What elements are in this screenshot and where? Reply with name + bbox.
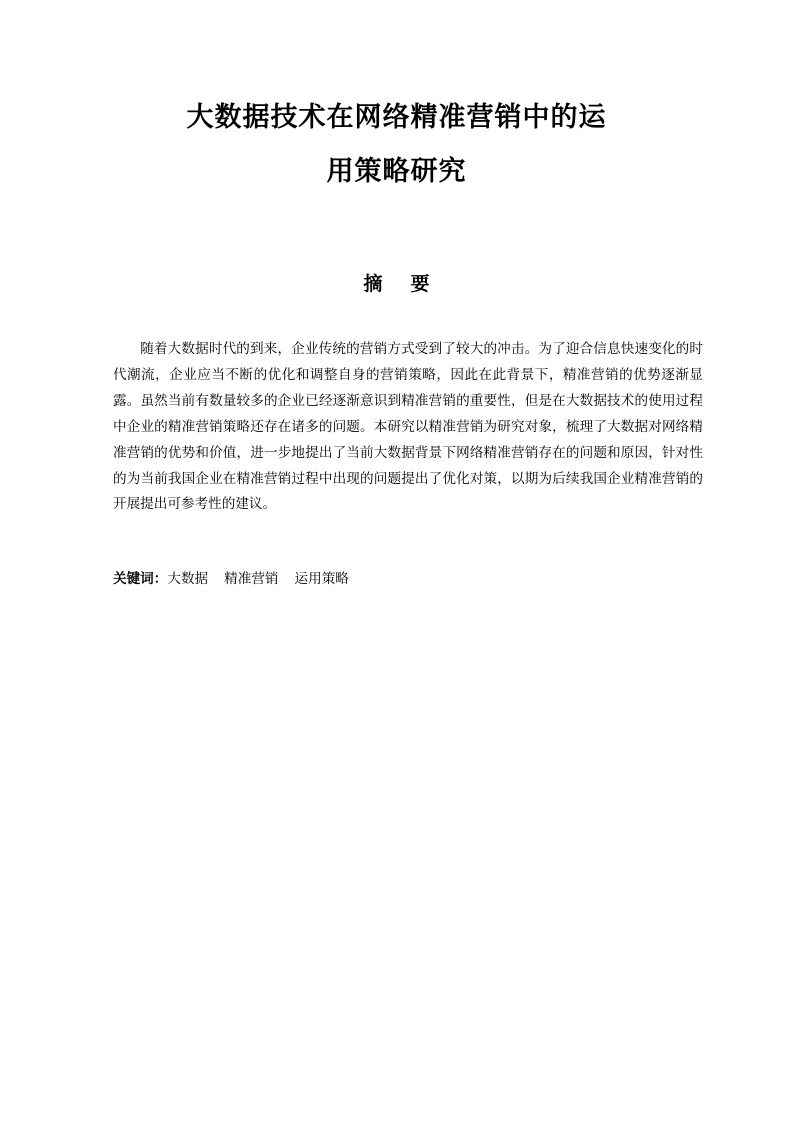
abstract-heading xyxy=(0,271,793,297)
keyword-item: 精准营销 xyxy=(224,571,279,587)
abstract-body: 随着大数据时代的到来，企业传统的营销方式受到了较大的冲击。为了迎合信息快速变化的时代潮流，企业应当不断的优化和调整自身的营销策略，因此在此背景下，精准营销的优势逐渐显露。虽然当前有数量较多的企业已经逐渐意识到精准营销的重要性，但是在大数据技术的使用过程中企业的精准营销策略还存在诸多的问题。本研究以精准营销为研究对象，梳理了大数据对网络精准营销的优势和价值，进一步地提出了当前大数据背景下网络精准营销存在的问题和原因，针对性的为当前我国企业在精准营销过程中出现的问题提出了优化对策，以期为后续我国企业精准营销的开展提出可参考性的建议。 xyxy=(113,341,703,513)
paper-title-line-1: 大数据技术在网络精准营销中的运 xyxy=(186,102,607,133)
keyword-item: 大数据 xyxy=(167,571,209,587)
abstract-heading-char-1: 摘 xyxy=(363,273,383,295)
paper-title-line-2: 用策略研究 xyxy=(326,156,467,187)
keyword-item: 运用策略 xyxy=(294,571,349,587)
abstract-heading-char-2: 要 xyxy=(410,273,430,295)
keywords-label: 关键词： xyxy=(113,571,168,587)
keywords-line xyxy=(113,567,703,592)
